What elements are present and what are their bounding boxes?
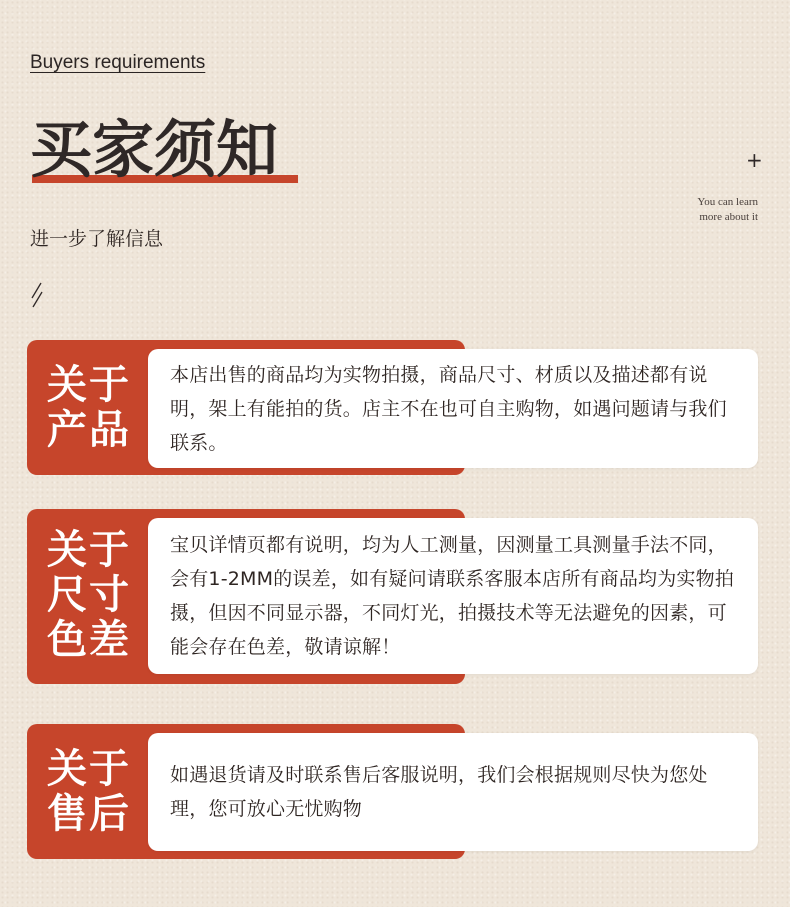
learn-more-note — [697, 195, 758, 225]
section-size-color-text: 宝贝详情页都有说明，均为人工测量，因测量工具测量手法不同，会有1-2MM的误差，如有疑问请联系客服本店所有商品均为实物拍摄，但因不同显示器，不同灯光，拍摄技术等无法避免的因素，可能会存在色差，敬请谅解！ — [170, 534, 735, 658]
title-block — [30, 112, 300, 188]
section-after-sales-text: 如遇退货请及时联系售后客服说明，我们会根据规则尽快为您处理，您可放心无忧购物 — [170, 764, 708, 820]
double-slash-icon — [30, 282, 44, 308]
section-product-label — [47, 363, 137, 453]
section-after-sales-label — [47, 747, 137, 837]
section-size-color-label — [47, 528, 137, 663]
section-after-sales — [27, 724, 758, 859]
section-size-color-panel — [148, 518, 758, 674]
section-size-color-label-line-1: 关于 — [47, 527, 131, 573]
learn-more-line-1: You can learn — [697, 196, 758, 208]
chinese-subtitle: 进一步了解信息 — [30, 228, 164, 250]
section-after-sales-label-line-1: 关于 — [47, 746, 131, 792]
plus-icon: + — [746, 148, 763, 172]
section-after-sales-panel — [148, 733, 758, 851]
page-title: 买家须知 — [30, 113, 279, 186]
learn-more-line-2: more about it — [699, 211, 758, 223]
english-subtitle: Buyers requirements — [30, 52, 206, 73]
section-product — [27, 340, 758, 475]
section-product-panel — [148, 349, 758, 468]
section-after-sales-label-line-2: 售后 — [47, 791, 131, 837]
section-product-label-line-2: 产品 — [47, 407, 131, 453]
section-size-color-label-line-2: 尺寸 — [47, 572, 131, 618]
section-size-color — [27, 509, 758, 684]
section-size-color-label-line-3: 色差 — [47, 617, 131, 663]
section-product-text: 本店出售的商品均为实物拍摄，商品尺寸、材质以及描述都有说明，架上有能拍的货。店主不在也可自主购物，如遇问题请与我们联系。 — [170, 364, 727, 454]
section-product-label-line-1: 关于 — [47, 362, 131, 408]
